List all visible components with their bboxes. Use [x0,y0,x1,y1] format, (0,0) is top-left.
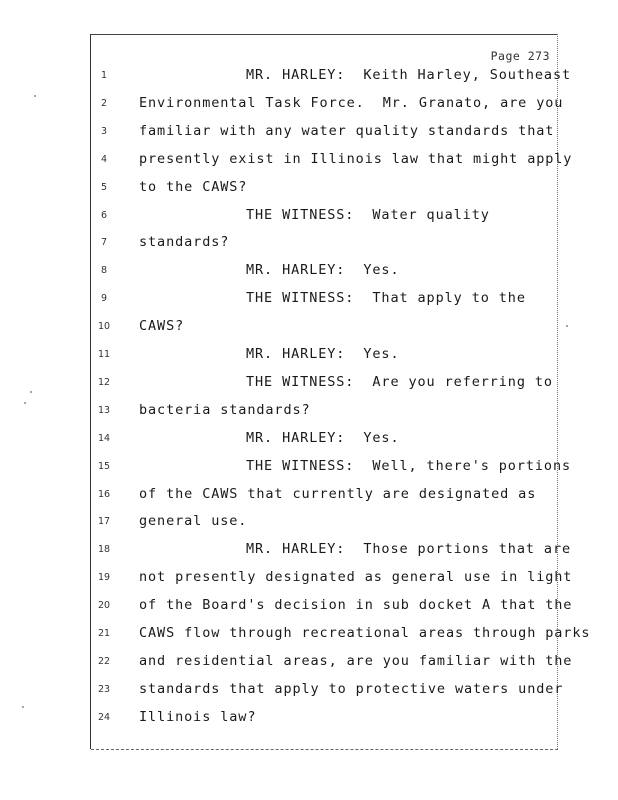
transcript-line [0,596,618,618]
line-text: of the Board's decision in sub docket A that the [139,597,573,614]
transcript-line [0,289,618,311]
line-text: bacteria standards? [139,401,311,418]
transcript-line [0,652,618,674]
line-number: 2 [100,97,108,109]
line-number: 19 [97,572,111,584]
line-text: MR. HARLEY: Yes. [246,429,400,446]
line-number: 20 [97,600,111,612]
page-frame-top [91,34,558,35]
line-text: MR. HARLEY: Keith Harley, Southeast [246,67,571,83]
transcript-line [0,66,618,88]
line-number: 10 [97,321,111,333]
transcript-line [0,429,618,451]
line-number: 12 [97,376,111,388]
transcript-line [0,485,618,507]
transcript-line [0,261,618,283]
line-text: MR. HARLEY: Those portions that are [246,541,571,558]
line-number: 13 [97,404,111,416]
line-number: 8 [100,265,108,277]
transcript-line [0,150,618,172]
line-number: 23 [97,683,111,695]
line-text: standards that apply to protective waters under [139,680,564,697]
transcript-line [0,345,618,367]
transcript-line [0,401,618,423]
line-text: presently exist in Illinois law that might apply [139,150,573,167]
transcript-line [0,122,618,144]
line-text: CAWS flow through recreational areas through parks [139,625,591,641]
line-number: 5 [100,181,108,193]
line-text: THE WITNESS: Are you referring to [246,373,553,390]
line-number: 9 [100,293,108,305]
transcript-line [0,373,618,395]
line-text: THE WITNESS: Water quality [246,206,490,223]
transcript-line [0,540,618,562]
transcript-line [0,457,618,479]
line-number: 1 [100,70,108,81]
line-text: CAWS? [139,318,185,335]
transcript-line [0,94,618,116]
line-text: of the CAWS that currently are designated as [139,485,537,502]
line-text: general use. [139,513,248,530]
line-number: 15 [97,460,111,472]
line-text: and residential areas, are you familiar with the [139,652,573,669]
scan-speck [30,391,32,393]
scan-speck [24,402,26,404]
line-number: 7 [100,237,108,249]
line-text: THE WITNESS: Well, there's portions [246,457,571,474]
line-number: 4 [100,153,108,165]
line-number: 6 [100,209,108,221]
scan-speck [34,95,36,97]
line-number: 11 [97,349,111,360]
line-number: 21 [97,628,111,639]
line-text: MR. HARLEY: Yes. [246,346,400,362]
transcript-line [0,708,618,730]
line-number: 16 [97,488,111,500]
transcript-line [0,624,618,646]
line-text: not presently designated as general use in light [139,569,573,586]
transcript-line [0,680,618,702]
transcript-line [0,317,618,339]
scan-speck [566,325,568,327]
line-text: Environmental Task Force. Mr. Granato, are you [139,94,564,111]
line-text: standards? [139,234,230,251]
transcript-line [0,206,618,228]
page-frame-bottom [91,749,558,750]
line-number: 3 [100,125,108,137]
transcript-line [0,178,618,200]
page-number: Page 273 [490,49,550,63]
transcript-line [0,568,618,590]
line-number: 22 [97,655,111,667]
line-text: THE WITNESS: That apply to the [246,290,526,307]
line-number: 18 [97,544,111,556]
line-text: Illinois law? [139,708,257,725]
transcript-line [0,233,618,255]
line-text: MR. HARLEY: Yes. [246,262,400,279]
line-number: 14 [97,432,111,444]
transcript-line [0,512,618,534]
line-number: 17 [97,516,111,528]
line-text: familiar with any water quality standards that [139,122,555,139]
scan-speck [22,706,24,708]
line-text: to the CAWS? [139,178,248,195]
line-number: 24 [97,711,111,723]
